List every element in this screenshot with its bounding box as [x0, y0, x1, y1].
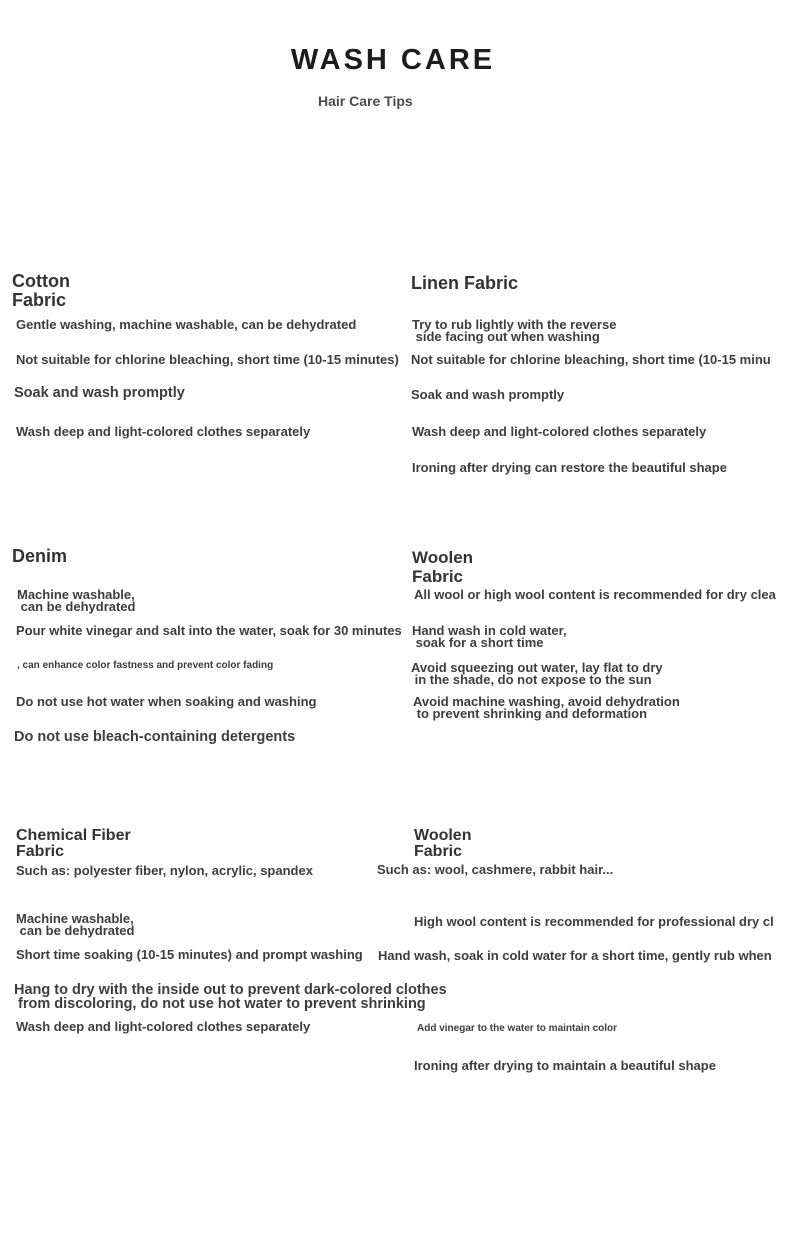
woolen-tip: Hand wash, soak in cold water for a short time, gently rub when [378, 948, 772, 963]
cotton-tip: Wash deep and light-colored clothes separately [16, 424, 311, 439]
denim-tip: Machine washable, can be dehydrated [17, 587, 136, 614]
woolen-tip: Hand wash in cold water, soak for a short time [412, 623, 567, 650]
denim-tip: Do not use hot water when soaking and washing [16, 694, 317, 709]
linen-tip: Try to rub lightly with the reverse side facing out when washing [412, 317, 617, 344]
chemical-fiber-tip: Such as: polyester fiber, nylon, acrylic, spandex [16, 863, 313, 878]
woolen-tip: Avoid machine washing, avoid dehydration to prevent shrinking and deformation [413, 694, 680, 721]
woolen-tip: Such as: wool, cashmere, rabbit hair... [377, 862, 614, 877]
linen-tip: Soak and wash promptly [411, 387, 565, 402]
woolen-tip: Ironing after drying to maintain a beautiful shape [414, 1058, 716, 1073]
cotton-tip: Not suitable for chlorine bleaching, short time (10-15 minutes) [16, 352, 399, 367]
chemical-fiber-tip: Wash deep and light-colored clothes separately [16, 1019, 311, 1034]
chemical-fiber-tip: Short time soaking (10-15 minutes) and prompt washing [16, 947, 363, 962]
chemical-fiber-heading: Chemical Fiber Fabric [16, 827, 131, 860]
cotton-tip: Soak and wash promptly [14, 385, 185, 401]
woolen-fabric-heading: Woolen Fabric [414, 827, 472, 860]
denim-tip: Do not use bleach-containing detergents [14, 729, 296, 745]
woolen-tip: Add vinegar to the water to maintain color [417, 1023, 618, 1034]
denim-heading: Denim [12, 546, 68, 566]
chemical-fiber-tip: Machine washable, can be dehydrated [16, 911, 135, 938]
cotton-tip: Gentle washing, machine washable, can be dehydrated [16, 317, 357, 332]
woolen-tip: Avoid squeezing out water, lay flat to dry in the shade, do not expose to the sun [411, 660, 663, 687]
woolen-tip: All wool or high wool content is recommended for dry clea [414, 587, 776, 602]
linen-fabric-heading: Linen Fabric [411, 273, 519, 293]
woolen-fabric-heading: Woolen Fabric [412, 548, 474, 586]
denim-tip: Pour white vinegar and salt into the water, soak for 30 minutes [16, 623, 402, 638]
page-subtitle: Hair Care Tips [318, 93, 413, 109]
woolen-tip: High wool content is recommended for professional dry cl [414, 914, 774, 929]
linen-tip: Ironing after drying can restore the beautiful shape [412, 460, 727, 475]
page-title: WASH CARE [290, 44, 496, 76]
chemical-fiber-tip: Hang to dry with the inside out to prevent dark-colored clothes from discoloring, do not use hot water to prevent shrinking [14, 982, 447, 1012]
denim-tip: , can enhance color fastness and prevent color fading [17, 660, 274, 671]
cotton-fabric-heading: Cotton Fabric [12, 271, 70, 310]
linen-tip: Not suitable for chlorine bleaching, short time (10-15 minu [411, 352, 771, 367]
linen-tip: Wash deep and light-colored clothes separately [412, 424, 707, 439]
